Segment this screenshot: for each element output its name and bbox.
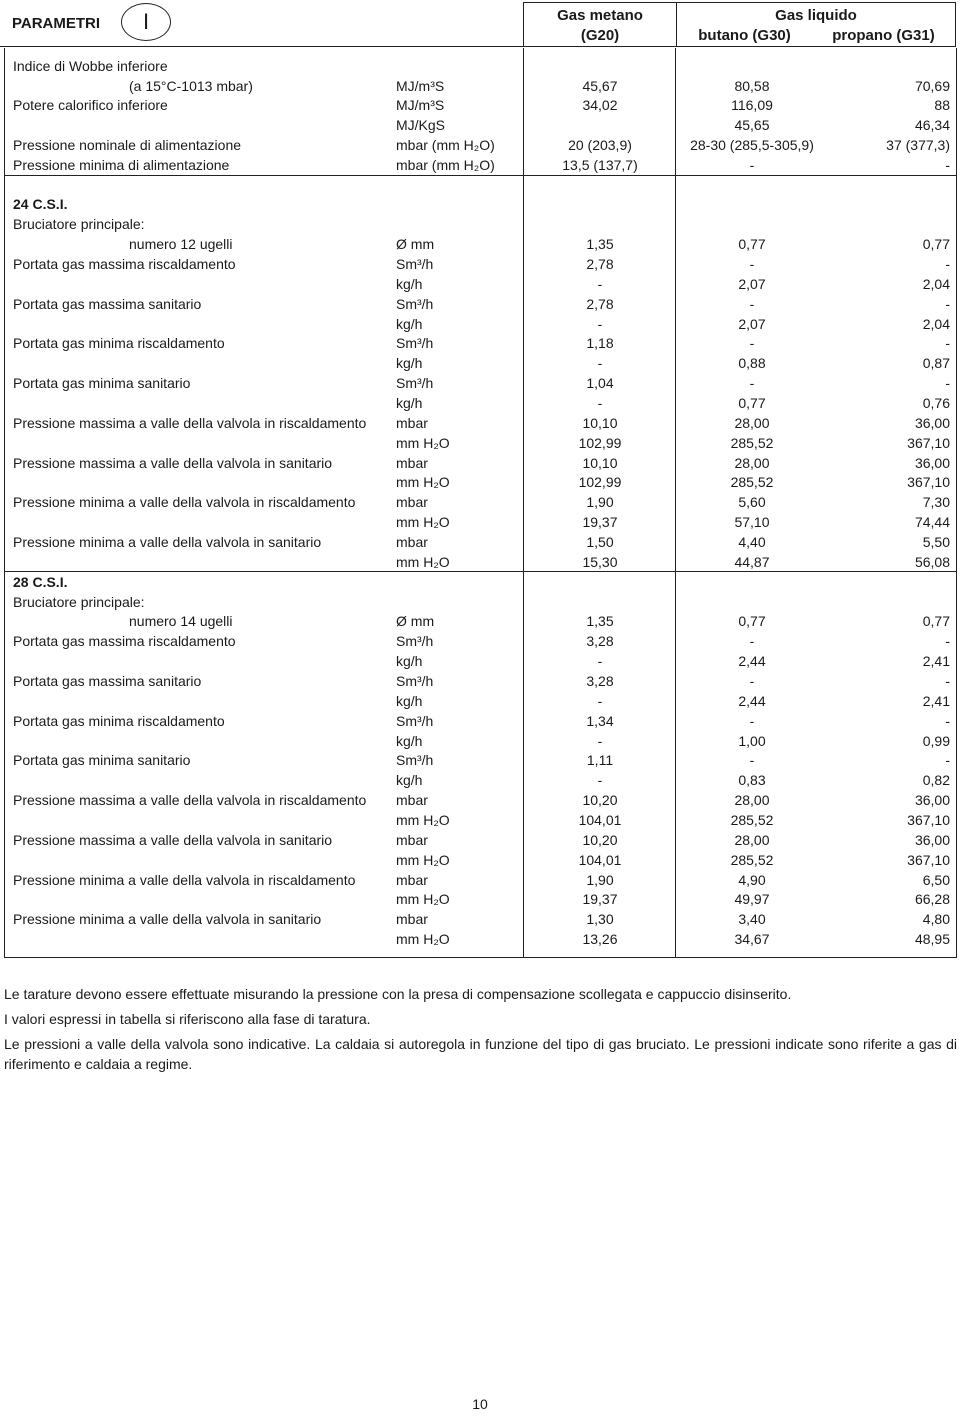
- value-g31: 0,82: [922, 772, 950, 788]
- row-unit: mbar: [396, 415, 428, 431]
- value-g31: 7,30: [922, 494, 950, 510]
- value-g20: 10,20: [582, 792, 618, 808]
- row-label: Portata gas massima riscaldamento: [13, 256, 236, 272]
- table-row: [5, 850, 956, 870]
- row-label: Portata gas minima sanitario: [13, 375, 191, 391]
- value-g31: 48,95: [914, 931, 950, 947]
- table-row: [5, 592, 956, 612]
- value-g31: -: [945, 296, 950, 312]
- value-g31: 56,08: [914, 554, 950, 570]
- row-unit: mm H₂O: [396, 474, 450, 490]
- value-g30: -: [749, 256, 755, 272]
- value-g30: -: [749, 157, 755, 173]
- value-g30: 80,58: [734, 78, 770, 94]
- note-2: I valori espressi in tabella si riferiscono alla fase di taratura.: [4, 1011, 371, 1027]
- value-g31: 4,80: [922, 911, 950, 927]
- value-g31: 36,00: [914, 832, 950, 848]
- row-unit: Sm³/h: [396, 713, 434, 729]
- row-label: Portata gas minima riscaldamento: [13, 713, 225, 729]
- table-row: [5, 512, 956, 532]
- table-row: [5, 631, 956, 651]
- value-g20: 104,01: [578, 812, 622, 828]
- table-row: [5, 770, 956, 790]
- table-row: [5, 909, 956, 929]
- note-1: Le tarature devono essere effettuate misurando la pressione con la presa di compensazione scollegata e cappuccio disinserito.: [4, 986, 792, 1002]
- row-label: 24 C.S.I.: [13, 196, 68, 212]
- value-g20: 20 (203,9): [568, 137, 632, 153]
- table-row: [5, 671, 956, 691]
- value-g31: 0,77: [922, 236, 950, 252]
- row-unit: mbar (mm H₂O): [396, 157, 495, 173]
- table-row: [5, 870, 956, 890]
- row-label: 28 C.S.I.: [13, 574, 68, 590]
- value-g31: 36,00: [914, 792, 950, 808]
- value-g30: -: [749, 673, 755, 689]
- value-g31: 2,04: [922, 276, 950, 292]
- row-label: Indice di Wobbe inferiore: [13, 58, 168, 74]
- value-g31: -: [945, 256, 950, 272]
- value-g30: 285,52: [730, 435, 774, 451]
- row-unit: Sm³/h: [396, 335, 434, 351]
- value-g20: -: [597, 653, 603, 669]
- row-unit: mm H₂O: [396, 931, 450, 947]
- value-g20: -: [597, 693, 603, 709]
- value-g31: -: [945, 335, 950, 351]
- value-g20: -: [597, 733, 603, 749]
- value-g30: 49,97: [734, 891, 770, 907]
- table-row: [5, 472, 956, 492]
- row-label: Portata gas massima sanitario: [13, 296, 202, 312]
- row-label: Pressione minima di alimentazione: [13, 157, 230, 173]
- value-g30: 0,77: [738, 395, 766, 411]
- row-unit: mbar: [396, 832, 428, 848]
- table-row: [5, 611, 956, 631]
- row-unit: kg/h: [396, 733, 423, 749]
- value-g31: 37 (377,3): [886, 137, 950, 153]
- table-row: [5, 155, 956, 175]
- value-g20: 19,37: [582, 514, 618, 530]
- language-badge: I: [121, 3, 171, 41]
- table-row: [5, 294, 956, 314]
- table-row: [5, 234, 956, 254]
- value-g20: 34,02: [582, 97, 618, 113]
- value-g30: 0,77: [738, 613, 766, 629]
- col-header-metano: Gas metano: [557, 7, 643, 24]
- table-row: [5, 433, 956, 453]
- value-g30: 28,00: [734, 792, 770, 808]
- value-g20: -: [597, 395, 603, 411]
- row-unit: Sm³/h: [396, 673, 434, 689]
- row-label: numero 12 ugelli: [129, 236, 233, 252]
- value-g20: -: [597, 355, 603, 371]
- value-g20: 1,30: [586, 911, 614, 927]
- value-g20: 1,18: [586, 335, 614, 351]
- value-g30: 0,83: [738, 772, 766, 788]
- value-g20: 102,99: [578, 474, 622, 490]
- value-g31: 0,77: [922, 613, 950, 629]
- value-g30: 285,52: [730, 852, 774, 868]
- value-g20: 1,50: [586, 534, 614, 550]
- value-g20: 102,99: [578, 435, 622, 451]
- row-unit: mm H₂O: [396, 435, 450, 451]
- value-g30: 4,90: [738, 872, 766, 888]
- table-row: [5, 750, 956, 770]
- value-g31: 74,44: [914, 514, 950, 530]
- row-unit: mbar: [396, 494, 428, 510]
- row-unit: Sm³/h: [396, 633, 434, 649]
- table-row: [5, 393, 956, 413]
- table-row: [5, 552, 956, 572]
- table-row: [5, 889, 956, 909]
- table-row: [5, 333, 956, 353]
- value-g30: 2,44: [738, 693, 766, 709]
- value-g30: 285,52: [730, 812, 774, 828]
- table-row: [5, 929, 956, 949]
- value-g31: 367,10: [907, 852, 950, 868]
- row-unit: mm H₂O: [396, 852, 450, 868]
- row-unit: kg/h: [396, 316, 423, 332]
- value-g31: 36,00: [914, 455, 950, 471]
- value-g20: -: [597, 772, 603, 788]
- value-g30: 28,00: [734, 832, 770, 848]
- value-g30: 2,44: [738, 653, 766, 669]
- table-row: [5, 214, 956, 234]
- value-g30: -: [749, 633, 755, 649]
- table-row: [5, 194, 956, 214]
- value-g20: 1,34: [586, 713, 614, 729]
- value-g31: 2,41: [922, 653, 950, 669]
- value-g30: -: [749, 296, 755, 312]
- page-title: PARAMETRI: [12, 15, 101, 32]
- table-row: [5, 532, 956, 552]
- value-g20: 45,67: [582, 78, 618, 94]
- row-label: Portata gas massima sanitario: [13, 673, 202, 689]
- table-row: [5, 95, 956, 115]
- value-g20: 1,04: [586, 375, 614, 391]
- row-label: numero 14 ugelli: [129, 613, 233, 629]
- table-row: [5, 314, 956, 334]
- table-row: [5, 76, 956, 96]
- value-g30: 1,00: [738, 733, 766, 749]
- row-label: Pressione minima a valle della valvola in sanitario: [13, 911, 322, 927]
- row-unit: MJ/m³S: [396, 97, 445, 113]
- value-g20: 104,01: [578, 852, 622, 868]
- row-label: Pressione massima a valle della valvola in sanitario: [13, 832, 333, 848]
- row-label: Bruciatore principale:: [13, 216, 145, 232]
- value-g20: 1,90: [586, 494, 614, 510]
- table-row: [5, 135, 956, 155]
- value-g31: 0,99: [922, 733, 950, 749]
- row-unit: mbar (mm H₂O): [396, 137, 495, 153]
- table-row: [5, 373, 956, 393]
- row-unit: mbar: [396, 792, 428, 808]
- table-row: [5, 413, 956, 433]
- value-g20: 13,5 (137,7): [562, 157, 638, 173]
- value-g31: 367,10: [907, 474, 950, 490]
- value-g31: -: [945, 157, 950, 173]
- value-g30: -: [749, 375, 755, 391]
- value-g31: 5,50: [922, 534, 950, 550]
- parameters-table: [4, 48, 957, 958]
- table-row: [5, 731, 956, 751]
- value-g30: 44,87: [734, 554, 770, 570]
- row-unit: mm H₂O: [396, 554, 450, 570]
- value-g31: -: [945, 752, 950, 768]
- value-g30: -: [749, 335, 755, 351]
- value-g20: 10,10: [582, 415, 618, 431]
- row-unit: mm H₂O: [396, 514, 450, 530]
- row-unit: mbar: [396, 872, 428, 888]
- value-g31: -: [945, 633, 950, 649]
- row-label: Pressione nominale di alimentazione: [13, 137, 242, 153]
- value-g20: 1,11: [586, 752, 614, 768]
- row-unit: kg/h: [396, 772, 423, 788]
- table-row: [5, 711, 956, 731]
- header-left: [0, 0, 523, 47]
- value-g31: 2,41: [922, 693, 950, 709]
- row-label: Pressione minima a valle della valvola in sanitario: [13, 534, 322, 550]
- table-row: [5, 56, 956, 76]
- row-label: Potere calorifico inferiore: [13, 97, 168, 113]
- col-header-metano-code: (G20): [580, 27, 620, 44]
- value-g20: 10,20: [582, 832, 618, 848]
- table-row: [5, 790, 956, 810]
- value-g30: 28,00: [734, 455, 770, 471]
- row-label: Bruciatore principale:: [13, 594, 145, 610]
- row-unit: kg/h: [396, 653, 423, 669]
- table-row: [5, 810, 956, 830]
- row-unit: Ø mm: [396, 236, 435, 252]
- row-label: (a 15°C-1013 mbar): [129, 78, 253, 94]
- row-unit: mbar: [396, 534, 428, 550]
- value-g30: 0,77: [738, 236, 766, 252]
- table-row: [5, 453, 956, 473]
- value-g20: 1,35: [586, 236, 614, 252]
- row-label: Portata gas minima riscaldamento: [13, 335, 225, 351]
- value-g30: 0,88: [738, 355, 766, 371]
- value-g31: 46,34: [914, 117, 950, 133]
- row-unit: Ø mm: [396, 613, 435, 629]
- value-g30: 3,40: [738, 911, 766, 927]
- value-g31: 0,76: [922, 395, 950, 411]
- notes: [4, 984, 957, 1079]
- table-row: [5, 115, 956, 135]
- row-unit: mm H₂O: [396, 812, 450, 828]
- table-header: [0, 0, 960, 48]
- table-row: [5, 492, 956, 512]
- table-row: [5, 691, 956, 711]
- value-g30: 4,40: [738, 534, 766, 550]
- row-label: Pressione minima a valle della valvola in riscaldamento: [13, 494, 356, 510]
- table-row: [5, 572, 956, 592]
- value-g30: 116,09: [731, 97, 773, 113]
- value-g31: -: [945, 375, 950, 391]
- value-g30: 28-30 (285,5-305,9): [690, 137, 814, 153]
- value-g30: 57,10: [734, 514, 770, 530]
- table-row: [5, 353, 956, 373]
- row-unit: Sm³/h: [396, 296, 434, 312]
- value-g31: 0,87: [922, 355, 950, 371]
- row-label: Portata gas minima sanitario: [13, 752, 191, 768]
- row-unit: Sm³/h: [396, 752, 434, 768]
- row-unit: mbar: [396, 455, 428, 471]
- row-unit: MJ/m³S: [396, 78, 445, 94]
- table-row: [5, 254, 956, 274]
- value-g30: 28,00: [734, 415, 770, 431]
- value-g30: -: [749, 713, 755, 729]
- row-unit: Sm³/h: [396, 256, 434, 272]
- value-g31: 88: [934, 97, 950, 113]
- row-label: Pressione massima a valle della valvola in riscaldamento: [13, 792, 367, 808]
- value-g20: 2,78: [586, 256, 614, 272]
- value-g20: 3,28: [586, 673, 614, 689]
- table-row: [5, 830, 956, 850]
- page-number: 10: [472, 1396, 488, 1412]
- row-unit: kg/h: [396, 693, 423, 709]
- value-g31: -: [945, 713, 950, 729]
- col-header-propano: propano (G31): [832, 27, 935, 44]
- row-unit: kg/h: [396, 355, 423, 371]
- value-g31: 367,10: [907, 812, 950, 828]
- value-g31: -: [945, 673, 950, 689]
- value-g31: 6,50: [922, 872, 950, 888]
- value-g30: 45,65: [734, 117, 770, 133]
- value-g30: 285,52: [730, 474, 774, 490]
- value-g20: 2,78: [586, 296, 614, 312]
- gas-type-header: [523, 2, 956, 47]
- row-label: Portata gas massima riscaldamento: [13, 633, 236, 649]
- row-unit: kg/h: [396, 276, 423, 292]
- value-g31: 70,69: [914, 78, 950, 94]
- value-g20: 1,35: [586, 613, 614, 629]
- value-g20: 19,37: [582, 891, 618, 907]
- note-3: Le pressioni a valle della valvola sono indicative. La caldaia si autoregola in funzione del tipo di gas bruciato. Le pressioni indicate sono riferite a gas di riferimento e caldaia a regime.: [4, 1036, 957, 1072]
- value-g20: 13,26: [582, 931, 618, 947]
- value-g30: 2,07: [738, 276, 766, 292]
- row-unit: kg/h: [396, 395, 423, 411]
- row-label: Pressione massima a valle della valvola in riscaldamento: [13, 415, 367, 431]
- table-row: [5, 274, 956, 294]
- value-g30: 5,60: [738, 494, 766, 510]
- value-g30: -: [749, 752, 755, 768]
- section-divider-24csi: [5, 175, 956, 176]
- row-unit: MJ/KgS: [396, 117, 446, 133]
- value-g31: 66,28: [914, 891, 950, 907]
- value-g20: 3,28: [586, 633, 614, 649]
- row-label: Pressione minima a valle della valvola in riscaldamento: [13, 872, 356, 888]
- table-row: [5, 651, 956, 671]
- value-g31: 367,10: [907, 435, 950, 451]
- row-unit: mbar: [396, 911, 428, 927]
- value-g20: -: [597, 276, 603, 292]
- value-g20: 10,10: [582, 455, 618, 471]
- row-unit: mm H₂O: [396, 891, 450, 907]
- value-g20: 1,90: [586, 872, 614, 888]
- row-unit: Sm³/h: [396, 375, 434, 391]
- value-g20: -: [597, 316, 603, 332]
- value-g30: 2,07: [738, 316, 766, 332]
- value-g31: 36,00: [914, 415, 950, 431]
- value-g20: 15,30: [582, 554, 618, 570]
- value-g30: 34,67: [734, 931, 770, 947]
- row-label: Pressione massima a valle della valvola in sanitario: [13, 455, 333, 471]
- value-g31: 2,04: [922, 316, 950, 332]
- col-header-butano: butano (G30): [698, 27, 791, 44]
- col-header-liquido: Gas liquido: [775, 7, 857, 24]
